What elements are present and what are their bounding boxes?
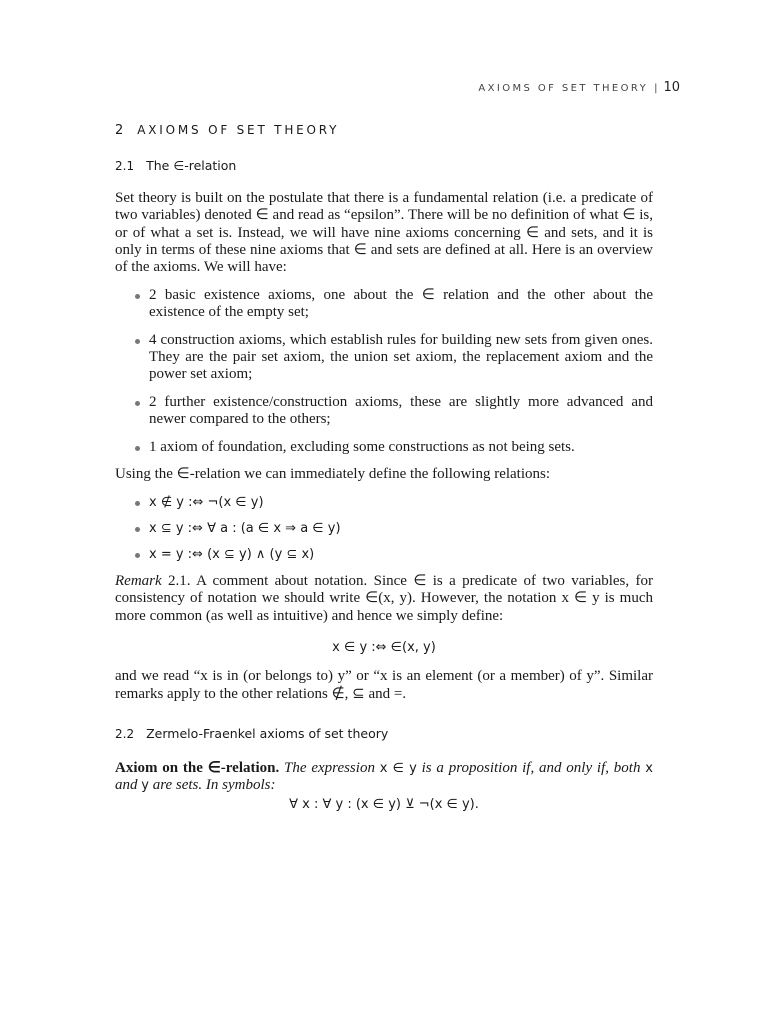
section-heading-2-1 (115, 157, 653, 175)
list-item-text: 1 axiom of foundation, excluding some constructions as not being sets. (149, 438, 575, 455)
list-item (115, 394, 653, 429)
list-item (115, 332, 653, 384)
list-item (115, 520, 653, 537)
remark-paragraph (115, 573, 653, 625)
remark-text: A comment about notation. Since ∈ is a predicate of two variables, for consistency of notation we should write ∈(x, y). However, the notation x ∈ y is much more common (as well as intuitive) and hence we simply define: (115, 572, 653, 624)
list-item-text: 2 basic existence axioms, one about the ∈ relation and the other about the existence of the empty set; (149, 286, 653, 321)
axiom-expression: x ∈ y (379, 760, 417, 776)
variable-y: y (141, 777, 149, 793)
bullet-icon (135, 553, 140, 558)
chapter-heading (115, 122, 653, 139)
relation-definition: x = y :⇔ (x ⊆ y) ∧ (y ⊆ x) (149, 547, 315, 563)
bullet-icon (135, 401, 140, 406)
remark-label: Remark (115, 572, 162, 589)
page-content (115, 122, 653, 814)
list-item (115, 494, 653, 511)
relations-intro: Using the ∈-relation we can immediately define the following relations: (115, 466, 551, 483)
axiom-text: are sets. In symbols: (148, 776, 276, 793)
variable-x: x (645, 760, 653, 776)
intro-paragraph: Set theory is built on the postulate that there is a fundamental relation (i.e. a predicate of two variables) denoted ∈ and read as “epsilon”. There will be no definition of what ∈ is, or of what a set is. Instead, we will have nine axioms concerning ∈ and sets, and it is only in terms of these nine axioms that ∈ and sets are defined at all. Here is an overview of the axioms. We will have: (115, 189, 653, 276)
bullet-icon (135, 446, 140, 451)
section-title: The ∈-relation (146, 158, 237, 174)
section-number: 2.1 (115, 159, 135, 174)
bullet-icon (135, 501, 140, 506)
chapter-number: 2 (115, 123, 124, 138)
list-item (115, 287, 653, 322)
display-equation-notation: x ∈ y :⇔ ∈(x, y) (332, 639, 436, 655)
section-number: 2.2 (115, 727, 135, 742)
axiom-overview-list (115, 287, 653, 456)
page-number: 10 (663, 80, 680, 95)
section-title: Zermelo-Fraenkel axioms of set theory (146, 726, 389, 742)
bullet-icon (135, 294, 140, 299)
running-header (478, 80, 680, 95)
axiom-text: is a proposition if, and only if, both (416, 759, 646, 776)
axiom-text: and (115, 776, 142, 793)
axiom-paragraph (115, 760, 653, 795)
relation-definition: x ∉ y :⇔ ¬(x ∈ y) (149, 494, 264, 510)
display-equation-axiom: ∀ x : ∀ y : (x ∈ y) ⊻ ¬(x ∈ y). (289, 797, 479, 813)
axiom-title: Axiom on the ∈-relation. (115, 759, 280, 776)
running-title: AXIOMS OF SET THEORY (478, 83, 649, 94)
header-separator: | (654, 83, 658, 94)
bullet-icon (135, 527, 140, 532)
list-item (115, 439, 653, 456)
remark-number: 2.1. (168, 572, 191, 589)
list-item-text: 4 construction axioms, which establish rules for building new sets from given ones. They are the pair set axiom, the union set axiom, the replacement axiom and the power set axiom; (149, 331, 653, 383)
section-heading-2-2 (115, 725, 653, 743)
list-item (115, 546, 653, 563)
relations-list (115, 494, 653, 564)
list-item-text: 2 further existence/construction axioms, these are slightly more advanced and newer compared to the others; (149, 393, 653, 428)
remark-continuation: and we read “x is in (or belongs to) y” or “x is an element (or a member) of y”. Similar remarks apply to the other relations ∉, ⊆ and =. (115, 668, 653, 702)
bullet-icon (135, 339, 140, 344)
chapter-title: AXIOMS OF SET THEORY (137, 123, 340, 137)
axiom-text: The expression (279, 759, 380, 776)
relation-definition: x ⊆ y :⇔ ∀ a : (a ∈ x ⇒ a ∈ y) (149, 520, 341, 536)
